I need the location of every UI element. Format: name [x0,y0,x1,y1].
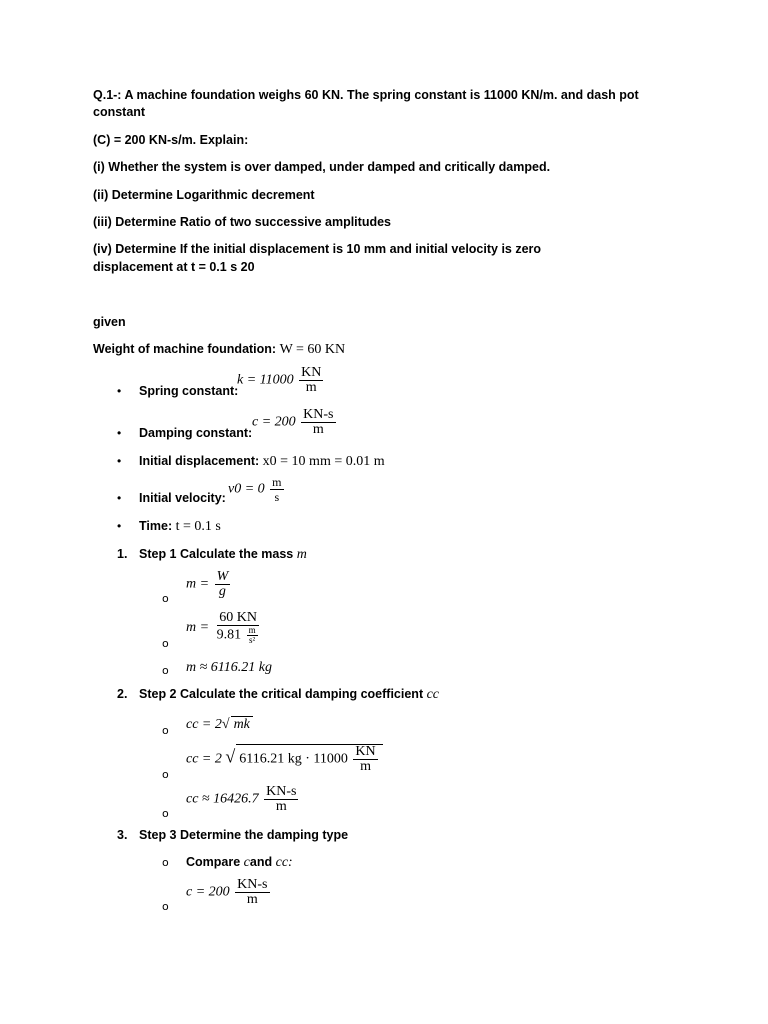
bullet-icon: • [117,384,122,398]
step-3-title: Step 3 Determine the damping type [139,828,349,842]
step-2-var: cc [426,687,440,702]
step-1-eq-2 [186,611,264,645]
step-3-number: 3. [117,828,128,842]
step-3-eq-1 [186,878,272,907]
circle-bullet-icon: o [162,900,169,913]
step-2-eq-2-radicand-box [236,744,382,774]
step-2-eq-2-unit-den: m [360,759,371,774]
damping-constant-unit-den: m [312,422,324,437]
radical-icon: √ [225,746,236,767]
circle-bullet-icon: o [162,724,169,737]
step-1-eq-1-den: g [218,584,226,599]
question-line-1: Q.1-: A machine foundation weighs 60 KN. The spring constant is 11000 KN/m. and dash pot [93,88,639,102]
spring-constant-math [237,366,325,395]
spring-constant-unit-den: m [305,380,317,395]
spring-constant-label: Spring constant: [139,384,239,398]
circle-bullet-icon: o [162,768,169,781]
step-1-title-row [139,547,307,563]
step-2-eq-2-radicand: 6116.21 kg · 11000 [239,751,348,767]
question-part-i: (i) Whether the system is over damped, under damped and critically damped. [93,160,551,174]
step-3-eq-1-unit-den: m [246,892,258,907]
circle-bullet-icon: o [162,856,169,869]
initial-displacement-math: x0 = 10 mm = 0.01 m [262,454,385,469]
step-1-title: Step 1 Calculate the mass [139,547,294,561]
step-3-compare-text: Compare [186,855,241,869]
step-3-compare-row [186,855,293,871]
step-3-eq-1-lhs: c = 200 [186,884,230,900]
step-1-number: 1. [117,547,128,561]
step-2-eq-1-radicand: mk [231,716,253,733]
initial-velocity-unit-den: s [274,490,280,504]
damping-constant-lhs: c = 200 [252,414,296,430]
circle-bullet-icon: o [162,664,169,677]
step-2-eq-3-unit-den: m [275,799,287,814]
step-1-eq-1-num: W [216,569,229,584]
step-2-title-row [139,687,439,703]
step-2-eq-3-unit-num: KN-s [266,784,297,799]
initial-displacement-row [139,454,385,470]
step-1-eq-2-num: 60 KN [219,610,257,625]
damping-constant-unit-num: KN-s [303,407,334,422]
step-1-eq-3: m ≈ 6116.21 kg [186,660,272,675]
circle-bullet-icon: o [162,637,169,650]
given-heading: given [93,315,126,329]
question-line-3: (C) = 200 KN-s/m. Explain: [93,133,249,147]
circle-bullet-icon: o [162,592,169,605]
bullet-icon: • [117,426,122,440]
bullet-icon: • [117,519,122,533]
step-1-var: m [296,547,307,562]
step-2-eq-2-lhs: cc = 2 [186,751,222,767]
step-2-eq-1 [186,716,253,733]
step-3-compare-and: and [249,855,273,869]
step-1-eq-2-den-value: 9.81 [216,627,242,643]
time-label: Time: [139,519,173,533]
step-2-eq-3 [186,785,300,814]
initial-displacement-label: Initial displacement: [139,454,260,468]
question-part-iv-line-2: displacement at t = 0.1 s 20 [93,260,255,274]
step-3-compare-var2: cc: [275,855,293,870]
time-row [139,519,221,535]
damping-constant-label: Damping constant: [139,426,253,440]
weight-row [93,342,345,358]
question-part-iv-line-1: (iv) Determine If the initial displacement is 10 mm and initial velocity is zero [93,242,542,256]
step-2-title: Step 2 Calculate the critical damping coefficient [139,687,424,701]
weight-math: W = 60 KN [279,342,346,357]
damping-constant-math [252,408,338,437]
step-3-eq-1-unit-num: KN-s [237,877,268,892]
step-2-eq-2 [186,744,383,774]
step-2-eq-2-unit-num: KN [355,744,376,759]
step-1-eq-2-den [215,626,262,645]
question-line-2: constant [93,105,146,119]
circle-bullet-icon: o [162,807,169,820]
initial-velocity-label: Initial velocity: [139,491,226,505]
step-1-eq-1 [186,570,232,599]
step-1-eq-1-lhs: m = [186,576,210,592]
bullet-icon: • [117,491,122,505]
spring-constant-lhs: k = 11000 [237,372,294,388]
weight-label: Weight of machine foundation: [93,342,277,356]
step-2-eq-1-lhs: cc = 2√ [186,717,230,732]
step-2-eq-3-lhs: cc ≈ 16426.7 [186,791,259,807]
question-part-ii: (ii) Determine Logarithmic decrement [93,188,315,202]
initial-velocity-unit-num: m [272,475,282,489]
step-2-number: 2. [117,687,128,701]
spring-constant-unit-num: KN [301,365,322,380]
initial-velocity-lhs: v0 = 0 [228,481,265,497]
initial-velocity-math [228,475,286,504]
step-3-compare-var1: c [243,855,250,870]
step-1-eq-2-lhs: m = [186,620,210,636]
step-1-eq-2-unit-den: s² [248,635,256,645]
bullet-icon: • [117,454,122,468]
time-math: t = 0.1 s [175,519,221,534]
question-part-iii: (iii) Determine Ratio of two successive amplitudes [93,215,391,229]
step-1-eq-2-unit-num: m [248,625,256,635]
